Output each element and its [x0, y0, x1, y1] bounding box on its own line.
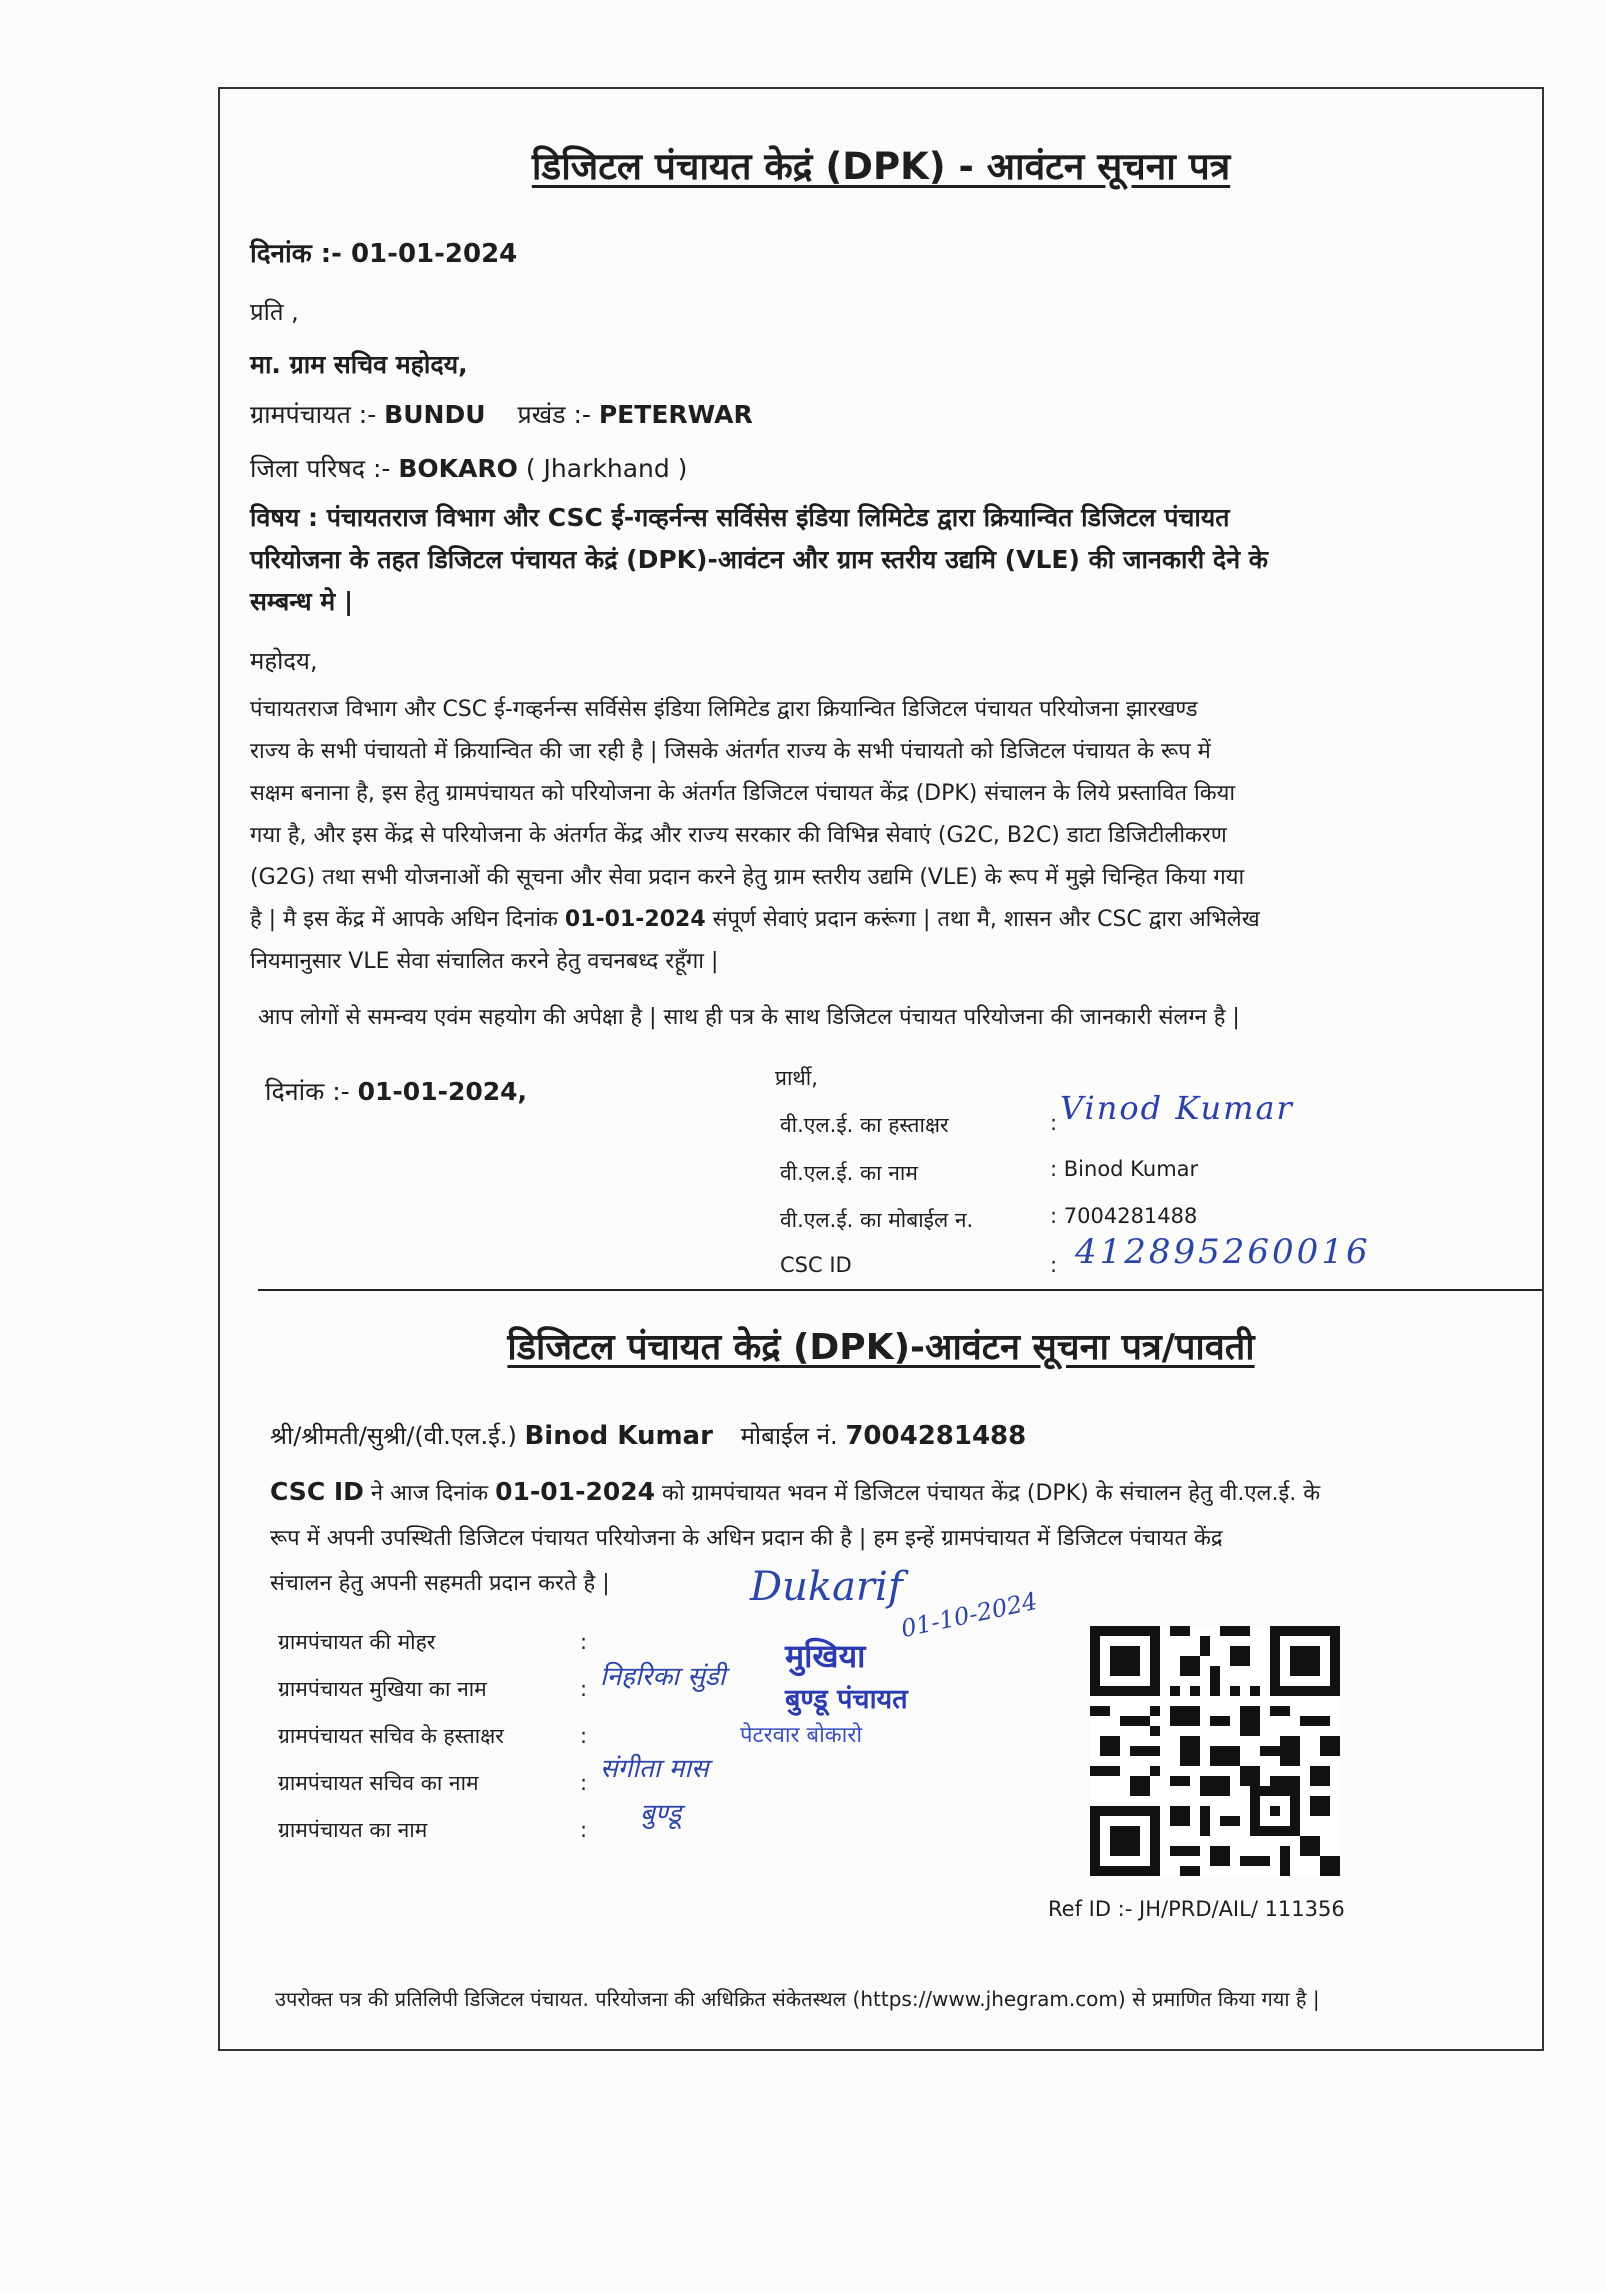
closing-line: आप लोगों से समन्वय एवंम सहयोग की अपेक्षा है | साथ ही पत्र के साथ डिजिटल पंचायत परियोजना की जानकारी संलग्न है |: [258, 1005, 1240, 1030]
ref-id: Ref ID :- JH/PRD/AIL/ 111356: [1048, 1897, 1345, 1921]
handwritten-secretary-name: संगीता मास: [600, 1754, 709, 1784]
date-label: दिनांक :-: [250, 239, 351, 269]
stamp-mukhiya: मुखिया: [785, 1637, 866, 1675]
sign-date: [265, 1074, 527, 1108]
stamp-location: पेटरवार बोकारो: [740, 1723, 863, 1748]
receipt-body-line: रूप में अपनी उपस्थिती डिजिटल पंचायत परियोजना के अधिन प्रदान की है | हम इन्हें ग्रामपंचायत में डिजिटल पंचायत केंद्र: [270, 1526, 1223, 1551]
receipt-field-colons: [580, 1619, 587, 1854]
subject-line: सम्बन्ध मे |: [250, 587, 354, 616]
csc-id-handwritten: 412895260016: [1075, 1232, 1371, 1272]
body-line: (G2G) तथा सभी योजनाओं की सूचना और सेवा प्रदान करने हेतु ग्राम स्तरीय उद्यमि (VLE) के रूप में मुझे चिन्हित किया गया: [250, 865, 1245, 890]
csc-id-label: CSC ID: [780, 1253, 852, 1277]
sign-date-label: दिनांक :-: [265, 1077, 358, 1106]
mobile-label: मोबाईल नं.: [740, 1422, 846, 1450]
block-value: PETERWAR: [598, 400, 753, 429]
receipt-fields: [278, 1619, 504, 1854]
field-label: ग्रामपंचायत सचिव के हस्ताक्षर: [278, 1724, 504, 1748]
vle-name-value: Binod Kumar: [524, 1421, 713, 1451]
body-line: गया है, और इस केंद्र से परियोजना के अंतर्गत केंद्र और राज्य सरकार की विभिन्न सेवाएं (G2C, B2C) डाटा डिजिटीलीकरण: [250, 823, 1227, 848]
state-value: ( Jharkhand ): [517, 454, 688, 483]
vle-signature: Vinod Kumar: [1060, 1089, 1294, 1127]
colon: :: [580, 1771, 588, 1795]
field-label: ग्रामपंचायत की मोहर: [278, 1630, 436, 1654]
vle-name: [1050, 1157, 1198, 1181]
block-label: प्रखंड :-: [517, 400, 599, 429]
colon: :: [1050, 1157, 1058, 1181]
body-line: राज्य के सभी पंचायतो में क्रियान्वित की जा रही है | जिसके अंतर्गत राज्य के सभी पंचायतो को डिजिटल पंचायत के रूप में: [250, 739, 1211, 764]
qr-code: [1090, 1626, 1340, 1876]
letter-title: [220, 139, 1542, 190]
vle-mobile: [1050, 1204, 1197, 1228]
mobile-value: 7004281488: [845, 1421, 1027, 1451]
body-line: [250, 899, 1260, 941]
salutation-label: श्री/श्रीमती/सुश्री/(वी.एल.ई.): [270, 1422, 525, 1450]
vle-name-value: Binod Kumar: [1063, 1157, 1199, 1181]
colon: :: [580, 1818, 588, 1842]
body-line-text: संपूर्ण सेवाएं प्रदान करूंगा | तथा मै, शासन और CSC द्वारा अभिलेख: [705, 907, 1260, 932]
receipt-title-text: डिजिटल पंचायत केद्रं (DPK)-आवंटन सूचना पत्र/पावती: [507, 1327, 1255, 1368]
subject-line: विषय : पंचायतराज विभाग और CSC ई-गव्हर्नन्स सर्विसेस इंडिया लिमिटेड द्वारा क्रियान्वित डिजिटल पंचायत: [250, 503, 1230, 532]
csc-id-label: CSC ID: [270, 1477, 364, 1506]
receipt-name-line: [270, 1419, 1026, 1452]
colon: :: [580, 1630, 588, 1654]
letter-date: [250, 234, 517, 270]
colon: :: [1050, 1204, 1058, 1228]
applicant-label: प्रार्थी,: [775, 1066, 818, 1090]
gp-block-line: [250, 397, 753, 431]
district-label: जिला परिषद :-: [250, 454, 399, 483]
body-line: सक्षम बनाना है, इस हेतु ग्रामपंचायत को परियोजना के अंतर्गत डिजिटल पंचायत केंद्र (DPK) संचालन के लिये प्रस्तावित किया: [250, 781, 1236, 806]
body-line: नियमानुसार VLE सेवा संचालित करने हेतु वचनबध्द रहूँगा |: [250, 949, 719, 974]
addressee: मा. ग्राम सचिव महोदय,: [250, 350, 468, 379]
gp-label: ग्रामपंचायत :-: [250, 400, 385, 429]
letter-sheet: [218, 87, 1544, 2051]
body-line-text: है | मै इस केंद्र में आपके अधिन दिनांक: [250, 907, 565, 932]
mukhiya-signature: Dukarif: [750, 1564, 903, 1610]
colon: :: [1050, 1111, 1058, 1135]
field-label: ग्रामपंचायत का नाम: [278, 1818, 428, 1842]
letter-body: [250, 689, 1260, 983]
gp-value: BUNDU: [384, 400, 486, 429]
section-divider: [258, 1289, 1542, 1291]
vle-name-label: वी.एल.ई. का नाम: [780, 1161, 918, 1185]
subject-line: परियोजना के तहत डिजिटल पंचायत केद्रं (DPK)-आवंटन और ग्राम स्तरीय उद्यमि (VLE) की जानकारी देने के: [250, 545, 1268, 574]
receipt-title: [220, 1321, 1542, 1370]
receipt-date: 01-01-2024: [495, 1477, 656, 1506]
receipt-body-text: ने आज दिनांक: [363, 1481, 496, 1506]
district-value: BOKARO: [398, 454, 518, 483]
vle-mobile-value: 7004281488: [1063, 1204, 1198, 1228]
receipt-body-line: संचालन हेतु अपनी सहमती प्रदान करते है |: [270, 1571, 610, 1596]
subject: [250, 497, 1268, 623]
field-label: ग्रामपंचायत मुखिया का नाम: [278, 1677, 487, 1701]
letter-title-text: डिजिटल पंचायत केद्रं (DPK) - आवंटन सूचना पत्र: [531, 145, 1231, 188]
handwritten-date: 01-10-2024: [898, 1586, 1040, 1644]
handwritten-mukhiya-name: निहरिका सुंडी: [600, 1662, 726, 1692]
colon: :: [580, 1724, 588, 1748]
colon: :: [1050, 1253, 1058, 1277]
body-date: 01-01-2024: [564, 907, 706, 932]
to-line: प्रति ,: [250, 298, 299, 326]
handwritten-gp-name: बुण्डू: [640, 1799, 682, 1829]
vle-mobile-label: वी.एल.ई. का मोबाईल न.: [780, 1208, 974, 1232]
field-label: ग्रामपंचायत सचिव का नाम: [278, 1771, 479, 1795]
sign-date-value: 01-01-2024,: [357, 1077, 528, 1106]
colon: :: [580, 1677, 588, 1701]
district-line: [250, 451, 687, 485]
vle-sign-label: वी.एल.ई. का हस्ताक्षर: [780, 1113, 949, 1137]
footer-note: उपरोक्त पत्र की प्रतिलिपी डिजिटल पंचायत. परियोजना की अधिक्रित संकेतस्थल (https://www.jhegram.com) से प्रमाणित किया गया है |: [275, 1987, 1320, 2011]
receipt-body-text: को ग्रामपंचायत भवन में डिजिटल पंचायत केंद्र (DPK) के संचालन हेतु वी.एल.ई. के: [655, 1481, 1321, 1506]
stamp-panchayat: बुण्डू पंचायत: [785, 1684, 908, 1715]
receipt-body-line: [270, 1469, 1320, 1516]
salutation: महोदय,: [250, 647, 318, 675]
date-value: 01-01-2024: [350, 239, 518, 269]
body-line: पंचायतराज विभाग और CSC ई-गव्हर्नन्स सर्विसेस इंडिया लिमिटेड द्वारा क्रियान्वित डिजिटल पंचायत परियोजना झारखण्ड: [250, 697, 1198, 722]
